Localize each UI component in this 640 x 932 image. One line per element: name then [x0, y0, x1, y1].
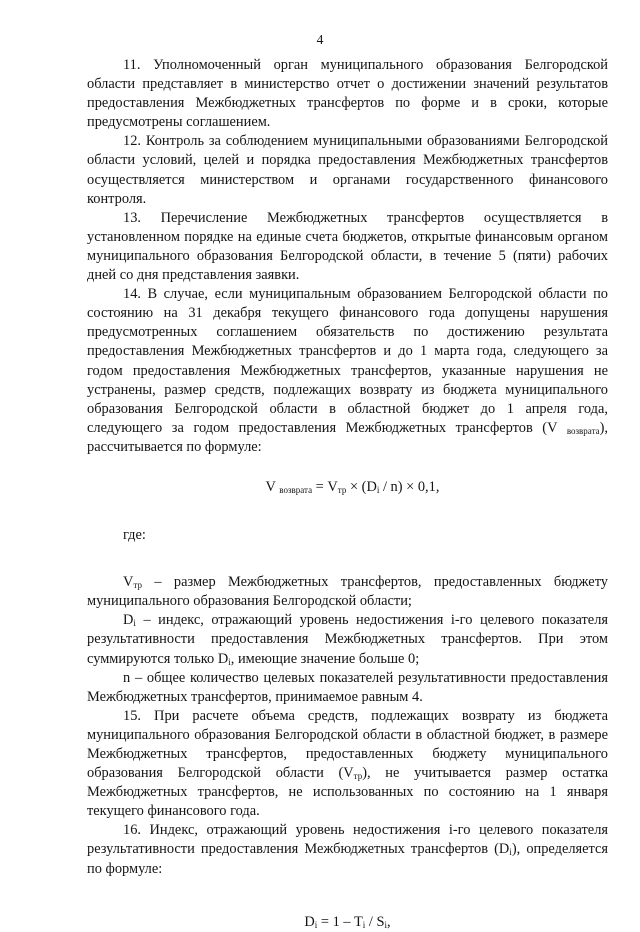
- text-run: = 1 – T: [317, 913, 363, 930]
- paragraph-def-vtr: [87, 573, 608, 611]
- subscript: тр: [133, 580, 142, 591]
- where-label: где:: [123, 527, 146, 544]
- paragraphs-after-block: [87, 707, 608, 879]
- document-body: [87, 56, 608, 932]
- paragraph-p16: [87, 821, 608, 878]
- text-run: ), рассчитывается по формуле:: [87, 419, 608, 455]
- text-run: – размер Межбюджетных трансфертов, предоставленных бюджету муниципального образования Белгородской области;: [87, 574, 608, 610]
- text-run: , имеющие значение больше 0;: [230, 650, 420, 667]
- text-run: D: [304, 913, 315, 930]
- text-run: n – общее количество целевых показателей результативности предоставления Межбюджетных трансфертов, принимаемое равным 4.: [87, 669, 608, 705]
- text-run: 16. Индекс, отражающий уровень недостижения i-го целевого показателя результативности предоставления Межбюджетных трансфертов (D: [87, 822, 608, 858]
- formula-index: [87, 913, 608, 932]
- text-run: 15. При расчете объема средств, подлежащих возврату из бюджета муниципального образования Белгородской области в областной бюджет, в размере Межбюджетных трансфертов, предоставленных бюджету муниципального образования Белгородской области (V: [87, 707, 608, 782]
- subscript: i: [384, 919, 387, 930]
- subscript: тр: [337, 484, 347, 495]
- paragraph-p12: [87, 132, 608, 208]
- text-run: / n) × 0,1,: [379, 478, 440, 495]
- paragraph-p15: [87, 707, 608, 822]
- page-number: 4: [316, 32, 324, 47]
- text-run: 13. Перечисление Межбюджетных трансфертов осуществляется в установленном порядке на единые счета бюджетов, открытые финансовым органом муниципального образования Белгородской области, в течение 5 (пяти) рабочих дней со дня представления заявки.: [87, 209, 608, 284]
- subscript: тр: [353, 771, 363, 782]
- text-run: ), определяется по формуле:: [87, 841, 608, 877]
- text-run: ), не учитывается размер остатка Межбюджетных трансфертов, не использованных по состоянию на 1 января текущего финансового года.: [87, 765, 609, 820]
- text-run: V: [123, 574, 134, 591]
- paragraph-p11: [87, 56, 608, 132]
- subscript: i: [133, 618, 136, 629]
- text-run: × (D: [346, 478, 377, 495]
- text-run: ,: [386, 913, 391, 930]
- paragraph-p13: [87, 209, 608, 285]
- text-run: 12. Контроль за соблюдением муниципальными образованиями Белгородской области условий, целей и порядка предоставления Межбюджетных трансфертов осуществляется министерством и органами государственного финансового контроля.: [87, 133, 608, 207]
- text-run: D: [123, 612, 134, 629]
- formula-return-amount: [87, 478, 608, 497]
- definitions-block: [87, 573, 608, 707]
- paragraph-p14: [87, 285, 608, 457]
- subscript: i: [376, 484, 380, 495]
- paragraph-def-di: [87, 611, 608, 668]
- paragraphs-block: [87, 56, 608, 457]
- subscript: i: [314, 919, 318, 930]
- text-run: – индекс, отражающий уровень недостижения i-го целевого показателя результативности предоставления Межбюджетных трансфертов. При этом суммируются только D: [87, 612, 608, 667]
- text-run: V: [265, 478, 280, 495]
- subscript: возврата: [566, 425, 600, 436]
- subscript: i: [362, 919, 366, 930]
- subscript: i: [228, 656, 231, 667]
- subscript: возврата: [279, 484, 313, 495]
- text-run: 14. В случае, если муниципальным образованием Белгородской области по состоянию на 31 декабря текущего финансового года допущены нарушения предусмотренных соглашением обязательств по достижению результата предоставления Межбюджетных трансфертов и до 1 марта года, следующего за годом предоставления Межбюджетных трансфертов, указанные нарушения не устранены, размер средств, подлежащих возврату из бюджета муниципального образования Белгородской области в областной бюджет до 1 апреля года, следующего за годом предоставления Межбюджетных трансфертов (V: [87, 286, 608, 436]
- paragraph-def-n: [87, 669, 608, 707]
- text-run: = V: [312, 478, 338, 495]
- subscript: i: [509, 847, 512, 858]
- text-run: / S: [365, 913, 385, 930]
- text-run: 11. Уполномоченный орган муниципального образования Белгородской области представляет в министерство отчет о достижении значений результатов предоставления Межбюджетных трансфертов по форме и в сроки, которые предусмотрены соглашением.: [87, 57, 608, 131]
